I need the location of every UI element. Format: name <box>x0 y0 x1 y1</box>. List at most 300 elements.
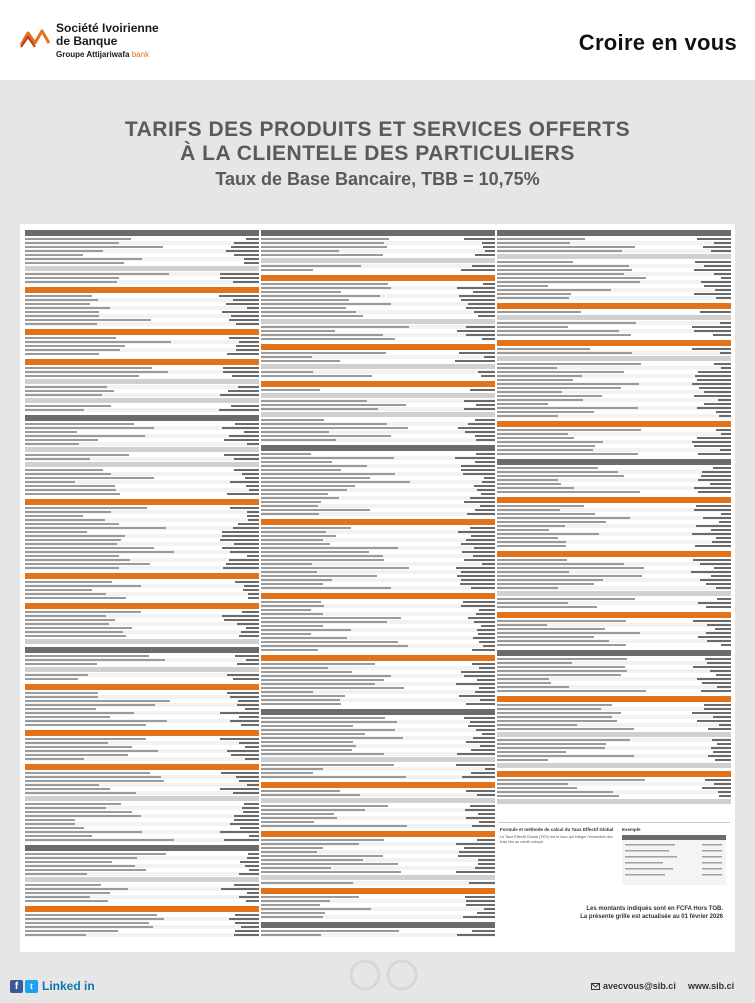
tariff-row <box>261 702 495 706</box>
tariff-label <box>261 497 339 499</box>
tariff-label <box>261 315 363 317</box>
tariff-value <box>461 269 495 271</box>
tariff-value <box>233 299 259 301</box>
tariff-value <box>465 431 495 433</box>
tariff-label <box>261 721 397 723</box>
tariff-value <box>244 431 259 433</box>
tariff-value <box>477 839 495 841</box>
tariff-label <box>497 246 635 248</box>
tariff-value <box>721 367 731 369</box>
tariff-row <box>25 261 259 265</box>
tariff-label <box>25 784 99 786</box>
bank-name-line2: de Banque <box>56 34 118 48</box>
tariff-label <box>25 819 75 821</box>
tariff-section-header <box>497 230 731 236</box>
tariff-value <box>717 743 731 745</box>
tariff-value <box>715 289 731 291</box>
tariff-label <box>25 489 116 491</box>
tariff-label <box>497 375 582 377</box>
tariff-section <box>497 303 731 337</box>
tariff-label <box>261 334 383 336</box>
tariff-row <box>25 442 259 446</box>
tariff-value <box>480 745 495 747</box>
tariff-value <box>475 435 495 437</box>
tariff-value <box>233 281 260 283</box>
tariff-value <box>458 855 495 857</box>
tariff-subheader <box>25 462 259 467</box>
bank-name <box>56 22 159 48</box>
tariff-value <box>249 869 259 871</box>
tariff-label <box>497 728 634 730</box>
tariff-section <box>261 381 495 442</box>
tariff-label <box>261 733 365 735</box>
tariff-label <box>261 613 323 615</box>
tariff-label <box>25 807 106 809</box>
tariff-value <box>711 529 731 531</box>
tariff-value <box>473 555 495 557</box>
tariff-label <box>497 743 606 745</box>
tariff-label <box>497 479 558 481</box>
tariff-label <box>261 729 395 731</box>
tariff-row <box>261 933 495 937</box>
tariff-value <box>234 815 259 817</box>
tariff-label <box>497 449 593 451</box>
tariff-label <box>261 679 384 681</box>
tariff-value <box>464 847 495 849</box>
tariff-subheader <box>25 639 259 644</box>
tariff-label <box>25 375 139 377</box>
tariff-row <box>25 596 259 600</box>
tariff-row <box>261 870 495 874</box>
email-link[interactable] <box>591 981 676 991</box>
tariff-value <box>235 655 259 657</box>
tariff-section <box>261 782 495 828</box>
tariff-label <box>261 307 346 309</box>
tariff-value <box>246 900 259 902</box>
tariff-subheader <box>25 877 259 882</box>
tariff-value <box>719 521 731 523</box>
tariff-label <box>25 481 75 483</box>
tariff-value <box>477 679 495 681</box>
social-links <box>10 979 95 993</box>
tariff-label <box>497 277 646 279</box>
tariff-label <box>25 307 110 309</box>
tariff-value <box>462 776 495 778</box>
tariff-value <box>230 823 259 825</box>
tariff-row <box>497 794 731 798</box>
tariff-row <box>25 352 259 356</box>
tariff-value <box>238 386 259 388</box>
tariff-section <box>261 344 495 378</box>
tariff-label <box>261 645 408 647</box>
tariff-section-header <box>261 655 495 661</box>
tariff-label <box>261 867 331 869</box>
tariff-value <box>477 629 495 631</box>
group-suffix: bank <box>131 50 150 59</box>
tariff-label <box>497 559 567 561</box>
tariff-label <box>25 427 154 429</box>
base-rate-title: Taux de Base Bancaire, TBB = 10,75% <box>215 169 540 189</box>
tariff-label <box>261 583 323 585</box>
tariff-label <box>25 746 132 748</box>
tariff-value <box>704 704 731 706</box>
tariff-row <box>261 253 495 257</box>
tariff-section-header <box>261 593 495 599</box>
tariff-value <box>471 587 495 589</box>
tariff-label <box>497 579 603 581</box>
tariff-label <box>25 349 120 351</box>
tariff-value <box>706 583 731 585</box>
tariff-value <box>231 754 259 756</box>
tariff-value <box>466 741 495 743</box>
tariff-value <box>467 513 495 515</box>
tariff-value <box>483 283 496 285</box>
tariff-label <box>497 640 609 642</box>
tariff-label <box>25 493 120 495</box>
tariff-label <box>25 696 98 698</box>
tariff-value <box>249 489 259 491</box>
tariff-value <box>466 326 495 328</box>
facebook-icon[interactable]: f <box>10 980 23 993</box>
tariff-row <box>497 490 731 494</box>
tariff-label <box>25 277 119 279</box>
tariff-column-1 <box>25 230 259 946</box>
tariff-value <box>482 733 495 735</box>
tariff-section-header <box>25 647 259 653</box>
tariff-label <box>261 717 385 719</box>
tariff-value <box>717 686 731 688</box>
tariff-label <box>497 352 632 354</box>
tariff-section <box>25 329 259 356</box>
tariff-label <box>261 663 375 665</box>
tariff-subheader <box>497 763 731 768</box>
tariff-value <box>473 737 495 739</box>
tariff-value <box>716 537 731 539</box>
tariff-value <box>248 853 259 855</box>
tariff-row <box>261 648 495 652</box>
tariff-value <box>466 539 495 541</box>
tariff-label <box>497 755 634 757</box>
tariff-value <box>695 261 731 263</box>
tariff-label <box>497 666 625 668</box>
tariff-value <box>222 615 259 617</box>
tariff-value <box>704 285 731 287</box>
tariff-value <box>704 265 731 267</box>
tariff-value <box>220 277 259 279</box>
tariff-label <box>261 419 324 421</box>
title-line-2: À LA CLIENTELE DES PARTICULIERS <box>180 142 575 165</box>
tariff-value <box>698 479 731 481</box>
tariff-label <box>261 764 394 766</box>
example-title: Exemple <box>622 827 641 832</box>
linkedin-link[interactable]: Linked in <box>42 979 95 993</box>
tariff-value <box>456 871 495 873</box>
tariff-value <box>480 699 495 701</box>
tariff-value <box>244 803 259 805</box>
tariff-label <box>25 831 142 833</box>
tariff-label <box>261 477 370 479</box>
tariff-label <box>261 311 356 313</box>
bank-logo-icon <box>20 28 50 48</box>
tariff-row <box>25 566 259 570</box>
tariff-value <box>223 367 259 369</box>
tariff-label <box>25 353 99 355</box>
tariff-value <box>459 695 495 697</box>
tariff-value <box>237 623 260 625</box>
tariff-value <box>475 691 495 693</box>
tariff-value <box>230 696 259 698</box>
tariff-value <box>220 738 259 740</box>
tariff-label <box>497 487 574 489</box>
tariff-row <box>497 452 731 456</box>
tariff-label <box>497 467 598 469</box>
tariff-value <box>700 563 731 565</box>
tariff-value <box>226 250 259 252</box>
tariff-section <box>261 593 495 652</box>
tariff-value <box>230 720 259 722</box>
tariff-label <box>261 559 384 561</box>
tariff-label <box>261 465 367 467</box>
tariff-section <box>25 499 259 570</box>
tariff-subheader <box>497 732 731 737</box>
tariff-value <box>698 602 731 604</box>
tariff-value <box>245 746 259 748</box>
tariff-row <box>25 757 259 761</box>
tariff-subheader <box>25 667 259 672</box>
tariff-section-header <box>261 519 495 525</box>
tariff-value <box>470 721 495 723</box>
twitter-icon[interactable]: t <box>25 980 38 993</box>
tariff-label <box>497 712 621 714</box>
tariff-value <box>461 465 495 467</box>
tariff-value <box>471 535 495 537</box>
tariff-label <box>261 539 323 541</box>
tariff-value <box>698 491 731 493</box>
tariff-label <box>497 509 560 511</box>
tariff-value <box>247 443 259 445</box>
tariff-value <box>466 817 495 819</box>
tariff-value <box>469 882 495 884</box>
tariff-row <box>497 605 731 609</box>
tariff-label <box>25 539 121 541</box>
tariff-value <box>694 330 731 332</box>
tariff-section-header <box>497 650 731 656</box>
tariff-value <box>706 632 731 634</box>
group-prefix: Groupe Attijariwafa <box>56 50 130 59</box>
tariff-row <box>497 643 731 647</box>
tariff-value <box>713 751 731 753</box>
tariff-row <box>25 677 259 681</box>
tariff-label <box>261 871 401 873</box>
tariff-value <box>232 375 259 377</box>
tariff-label <box>25 720 167 722</box>
slogan: Croire en vous <box>578 30 737 55</box>
tariff-value <box>226 303 259 305</box>
tariff-section <box>261 831 495 885</box>
tariff-value <box>700 579 731 581</box>
tariff-value <box>716 587 731 589</box>
tariff-value <box>473 637 495 639</box>
tariff-label <box>497 265 629 267</box>
tariff-label <box>497 521 606 523</box>
tariff-label <box>261 269 313 271</box>
tariff-value <box>482 481 495 483</box>
tariff-section-header <box>497 771 731 777</box>
tariff-label <box>25 394 102 396</box>
tariff-label <box>25 716 110 718</box>
tariff-section <box>25 764 259 842</box>
tariff-label <box>261 912 325 914</box>
tariff-row <box>261 374 495 378</box>
tariff-label <box>497 330 619 332</box>
tariff-label <box>497 289 611 291</box>
tariff-value <box>461 579 495 581</box>
tariff-subheader <box>261 393 495 398</box>
tariff-label <box>25 674 88 676</box>
tariff-value <box>231 246 259 248</box>
tariff-label <box>497 433 568 435</box>
tariff-label <box>25 589 92 591</box>
tariff-label <box>261 330 335 332</box>
tariff-value <box>716 297 731 299</box>
tariff-label <box>497 513 595 515</box>
tariff-value <box>720 449 731 451</box>
tariff-label <box>497 311 581 313</box>
tariff-label <box>261 863 398 865</box>
tariff-value <box>478 315 495 317</box>
tariff-label <box>261 839 384 841</box>
footnote <box>518 905 723 921</box>
tariff-label <box>497 437 574 439</box>
tariff-label <box>261 851 317 853</box>
tariff-value <box>694 395 731 397</box>
tariff-label <box>261 794 360 796</box>
tariff-value <box>220 831 259 833</box>
tariff-label <box>25 776 161 778</box>
tariff-section <box>25 845 259 903</box>
tariff-value <box>244 585 259 587</box>
tariff-section-header <box>261 709 495 715</box>
tariff-value <box>245 477 259 479</box>
tariff-label <box>25 857 137 859</box>
tariff-section-header <box>25 573 259 579</box>
page-header <box>0 0 755 80</box>
tariff-label <box>25 803 121 805</box>
tariff-value <box>242 611 259 613</box>
tariff-label <box>25 473 111 475</box>
tariff-row <box>261 775 495 779</box>
tariff-value <box>718 791 731 793</box>
tariff-label <box>261 821 314 823</box>
tariff-label <box>261 904 320 906</box>
tariff-label <box>261 930 399 932</box>
tariff-section <box>261 230 495 272</box>
tariff-label <box>261 295 380 297</box>
tariff-label <box>261 617 401 619</box>
tariff-label <box>25 238 131 240</box>
tariff-label <box>25 593 106 595</box>
tariff-row <box>261 337 495 341</box>
tariff-row <box>25 872 259 876</box>
tariff-section-header <box>261 782 495 788</box>
tariff-section <box>261 275 495 341</box>
tariff-value <box>695 375 731 377</box>
tariff-value <box>231 405 259 407</box>
tariff-value <box>239 742 259 744</box>
footnote-line-1: Les montants indiqués sont en FCFA Hors TOB. <box>586 906 723 912</box>
tariff-value <box>719 795 731 797</box>
tariff-label <box>497 636 594 638</box>
tariff-section <box>497 551 731 609</box>
bank-name-line1: Société Ivoirienne <box>56 21 159 35</box>
tariff-label <box>25 635 126 637</box>
tariff-label <box>261 481 410 483</box>
tariff-value <box>692 441 731 443</box>
tariff-label <box>261 817 337 819</box>
tariff-label <box>261 326 409 328</box>
tariff-value <box>236 345 259 347</box>
tariff-value <box>463 601 495 603</box>
tariff-value <box>710 483 732 485</box>
tariff-label <box>25 708 96 710</box>
tariff-section <box>261 709 495 779</box>
tariff-section <box>261 445 495 516</box>
tariff-row <box>25 791 259 795</box>
tariff-label <box>261 745 356 747</box>
tariff-label <box>497 238 585 240</box>
tariff-label <box>25 581 112 583</box>
tariff-value <box>227 750 259 752</box>
tariff-label <box>261 699 340 701</box>
tariff-value <box>234 543 259 545</box>
footnote-line-2: La présente grille est actualisée au 01 février 2026 <box>580 914 723 920</box>
tariff-label <box>497 371 624 373</box>
tariff-label <box>25 900 108 902</box>
tariff-value <box>478 633 495 635</box>
tariff-label <box>497 415 558 417</box>
tariff-section-header <box>25 499 259 505</box>
tariff-section <box>261 655 495 706</box>
tariff-value <box>227 493 259 495</box>
website-link[interactable]: www.sib.ci <box>688 981 735 991</box>
tariff-label <box>25 345 125 347</box>
tariff-label <box>261 847 323 849</box>
tariff-value <box>712 541 731 543</box>
tariff-label <box>261 400 367 402</box>
page-footer <box>0 963 755 1003</box>
tariff-label <box>261 371 313 373</box>
tariff-label <box>497 326 568 328</box>
tariff-value <box>470 389 495 391</box>
tariff-value <box>460 583 495 585</box>
tariff-label <box>261 485 355 487</box>
tariff-value <box>476 613 495 615</box>
tariff-label <box>25 922 149 924</box>
tariff-label <box>25 754 128 756</box>
tariff-value <box>244 262 259 264</box>
tariff-label <box>261 896 359 898</box>
tariff-label <box>25 254 83 256</box>
tariff-label <box>25 531 87 533</box>
tariff-label <box>25 780 164 782</box>
tariff-label <box>261 768 323 770</box>
tariff-value <box>694 487 731 489</box>
tariff-section <box>497 612 731 647</box>
tariff-label <box>261 254 383 256</box>
tariff-section-header <box>25 906 259 912</box>
tariff-label <box>25 918 164 920</box>
mail-icon <box>591 983 600 990</box>
